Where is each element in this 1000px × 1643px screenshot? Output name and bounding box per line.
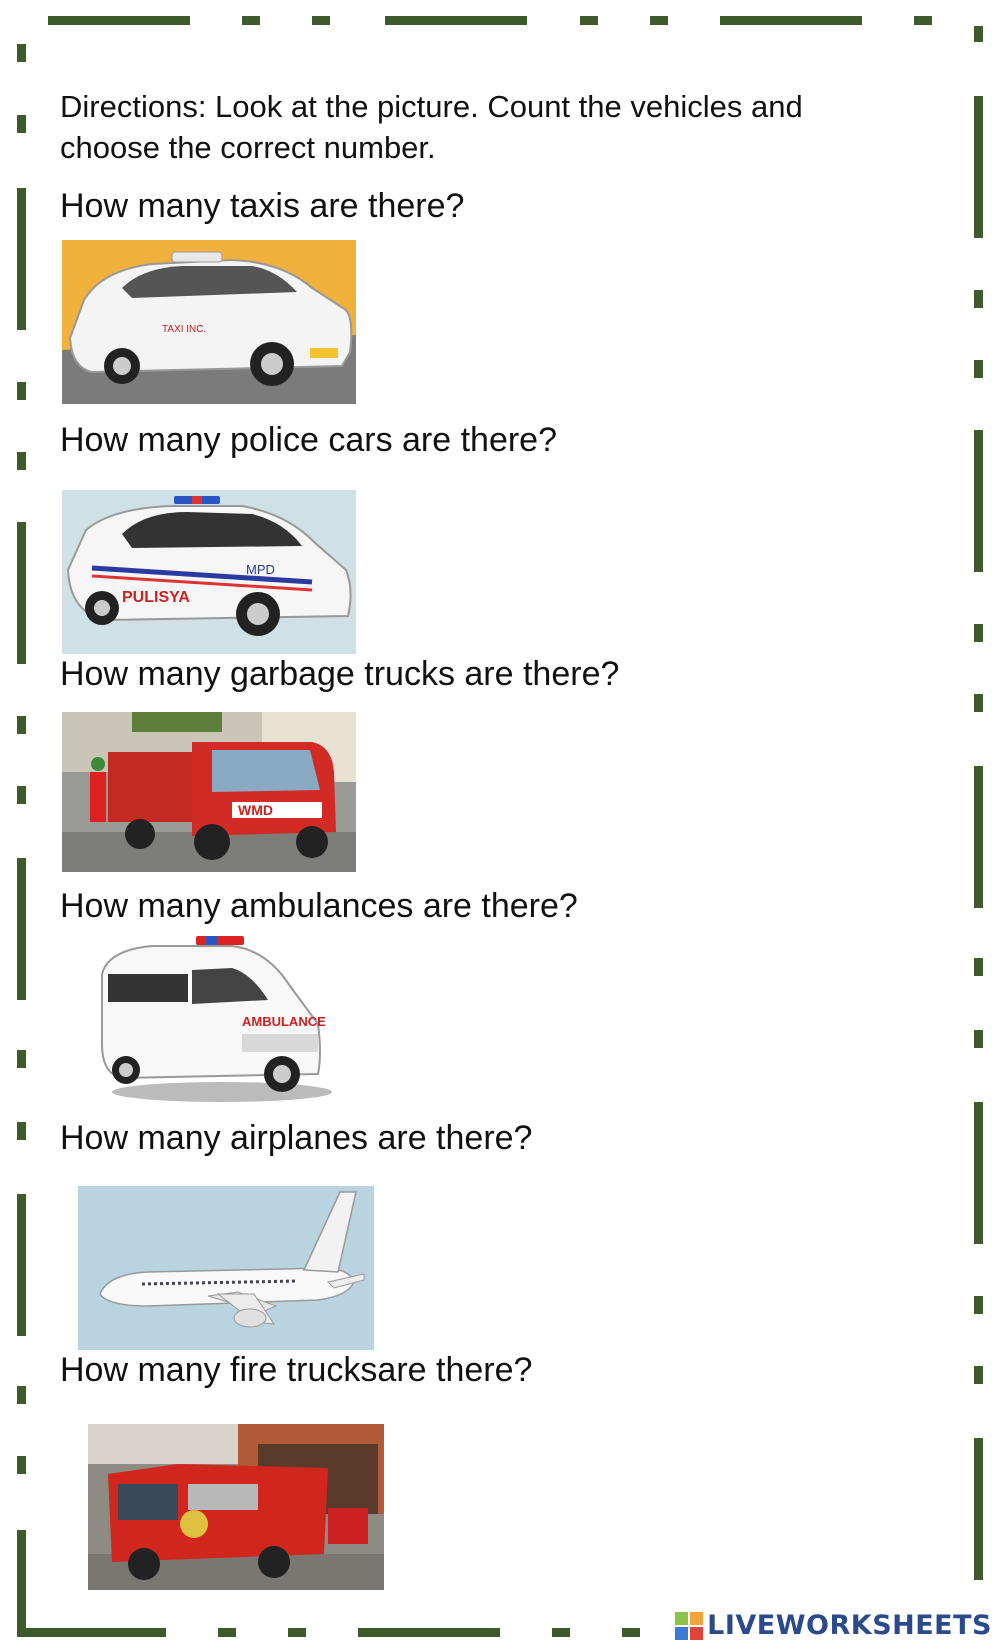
liveworksheets-logo-icon (675, 1612, 703, 1640)
directions-text: Directions: Look at the picture. Count the vehicles and choose the correct number. (60, 89, 803, 165)
fire-truck-image (88, 1424, 384, 1590)
question-ambulances: How many ambulances are there? (60, 887, 578, 925)
svg-text:MPD: MPD (246, 562, 275, 577)
garbage-truck-image (62, 712, 356, 872)
question-garbage-trucks: How many garbage trucks are there? (60, 655, 620, 693)
police-car-image (62, 490, 356, 654)
brand-text: LIVEWORKSHEETS (707, 1610, 992, 1641)
question-fire-trucks: How many fire trucksare there? (60, 1351, 533, 1389)
svg-text:PULISYA: PULISYA (122, 589, 190, 606)
question-police-cars: How many police cars are there? (60, 421, 558, 459)
svg-text:AMBULANCE: AMBULANCE (242, 1014, 326, 1029)
svg-text:WMD: WMD (238, 802, 273, 818)
taxi-image (62, 240, 356, 404)
liveworksheets-logo (675, 1610, 992, 1641)
question-taxis: How many taxis are there? (60, 187, 465, 225)
airplane-image (78, 1186, 374, 1350)
svg-text:TAXI INC.: TAXI INC. (162, 324, 207, 335)
question-airplanes: How many airplanes are there? (60, 1119, 533, 1157)
ambulance-image (92, 934, 332, 1104)
